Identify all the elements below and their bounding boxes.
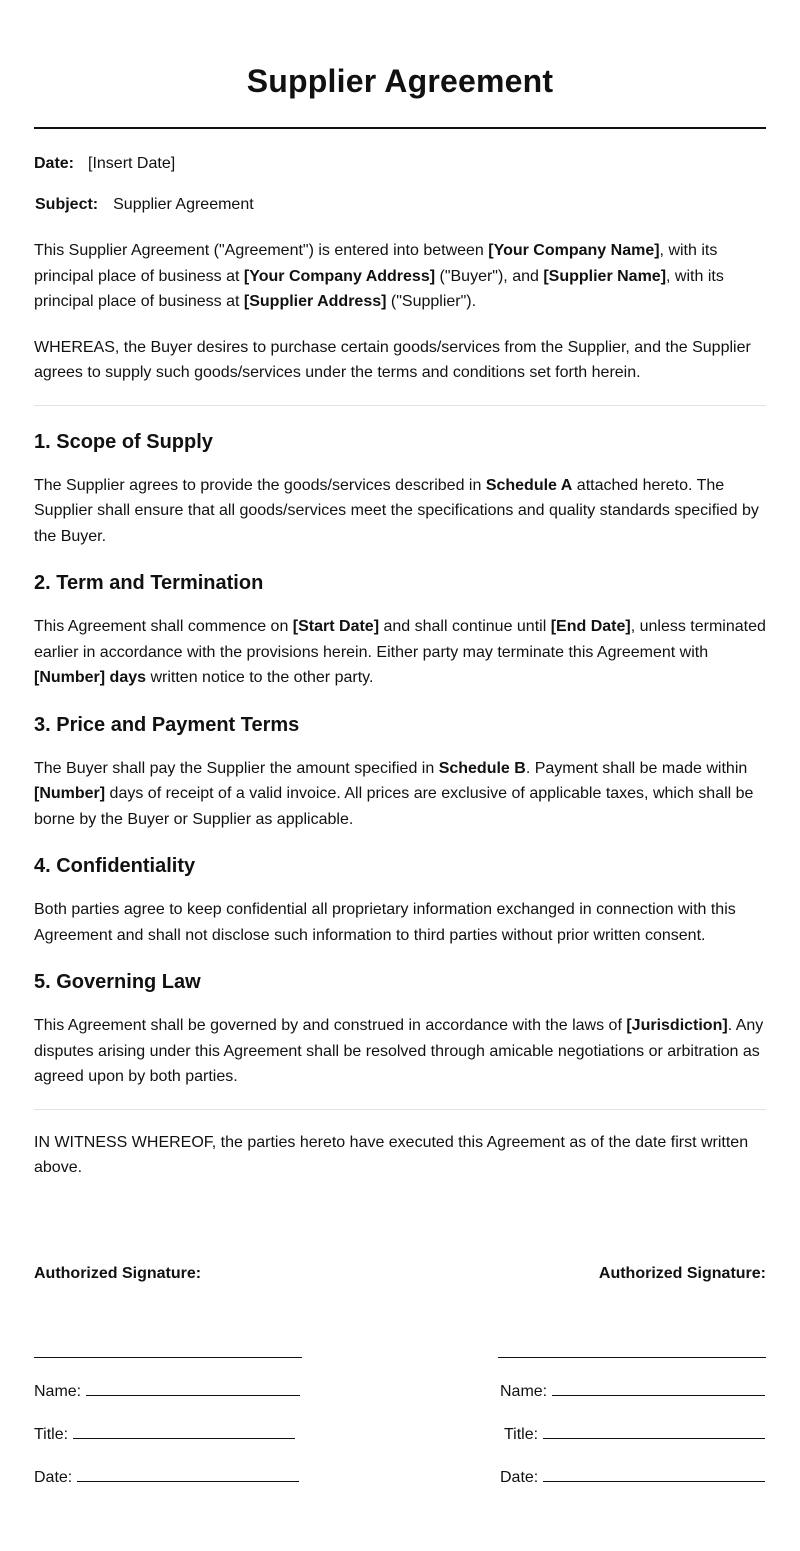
subject-label: Subject: xyxy=(35,196,99,213)
start-date-placeholder: [Start Date] xyxy=(292,618,380,635)
signature-heading: Authorized Signature: xyxy=(598,1264,766,1282)
title-blank[interactable] xyxy=(543,1424,765,1439)
section-body-governing-law xyxy=(34,1013,766,1090)
title-field xyxy=(498,1424,766,1445)
supplier-address-placeholder: [Supplier Address] xyxy=(243,293,387,310)
name-label: Name: xyxy=(500,1382,548,1400)
signature-block xyxy=(34,1264,766,1504)
section-text: The Supplier agrees to provide the goods/services described in xyxy=(34,476,486,494)
date-value: [Insert Date] xyxy=(88,155,176,172)
signature-column-left xyxy=(34,1264,302,1488)
section-text: This Agreement shall be governed by and construed in accordance with the laws of xyxy=(34,1017,627,1034)
signature-line[interactable] xyxy=(498,1357,766,1358)
section-heading-scope: 1. Scope of Supply xyxy=(34,430,213,453)
name-blank[interactable] xyxy=(86,1381,300,1396)
title-field xyxy=(34,1424,302,1445)
section-divider xyxy=(34,1109,766,1110)
buyer-address-placeholder: [Your Company Address] xyxy=(243,267,436,285)
payment-days-placeholder: [Number] xyxy=(34,785,106,802)
title-divider xyxy=(34,127,766,129)
section-text: . Any disputes arising under this Agreement shall be resolved through amicable negotiations or arbitration as agreed upon by both parties. xyxy=(34,1017,764,1085)
end-date-placeholder: [End Date] xyxy=(550,618,631,635)
intro-text: This Supplier Agreement ("Agreement") is entered into between xyxy=(34,242,489,259)
date-label: Date: xyxy=(34,155,75,172)
date-field xyxy=(34,1467,302,1488)
section-text: The Buyer shall pay the Supplier the amount specified in xyxy=(34,759,439,777)
intro-text: , with its principal place of business at xyxy=(34,242,718,285)
section-body-scope xyxy=(34,473,766,550)
intro-text: ("Supplier"). xyxy=(386,293,477,310)
intro-text: ("Buyer"), and xyxy=(435,267,544,285)
supplier-name-placeholder: [Supplier Name] xyxy=(543,267,667,285)
date-label: Date: xyxy=(500,1468,539,1486)
jurisdiction-placeholder: [Jurisdiction] xyxy=(626,1017,728,1034)
date-blank[interactable] xyxy=(77,1467,299,1482)
intro-text: , with its principal place of business at xyxy=(34,267,724,310)
date-field xyxy=(498,1467,766,1488)
whereas-paragraph: WHEREAS, the Buyer desires to purchase certain goods/services from the Supplier, and the Supplier agrees to supply such goods/services under the terms and conditions set forth herein. xyxy=(34,338,751,381)
section-body-confidentiality: Both parties agree to keep confidential all proprietary information exchanged in connection with this Agreement and shall not disclose such information to third parties without prior written consent. xyxy=(34,901,736,944)
section-divider xyxy=(34,405,766,406)
section-body-term xyxy=(34,614,766,691)
signature-heading: Authorized Signature: xyxy=(34,1264,202,1282)
document-title: Supplier Agreement xyxy=(246,63,554,99)
buyer-name-placeholder: [Your Company Name] xyxy=(488,242,660,259)
section-text: This Agreement shall commence on xyxy=(34,618,293,635)
section-heading-term: 2. Term and Termination xyxy=(34,572,264,594)
section-text: , unless terminated earlier in accordance with the provisions herein. Either party may terminate this Agreement with xyxy=(34,618,766,661)
subject-row xyxy=(34,195,766,215)
schedule-a-reference: Schedule A xyxy=(485,476,573,494)
section-text: and shall continue until xyxy=(379,618,551,635)
name-blank[interactable] xyxy=(552,1381,765,1396)
section-heading-governing-law: 5. Governing Law xyxy=(34,971,201,993)
date-label: Date: xyxy=(34,1468,73,1486)
signature-line[interactable] xyxy=(34,1357,302,1358)
section-text: . Payment shall be made within xyxy=(525,759,748,777)
notice-days-placeholder: [Number] days xyxy=(34,669,147,686)
section-heading-price: 3. Price and Payment Terms xyxy=(34,713,300,736)
title-blank[interactable] xyxy=(73,1424,295,1439)
date-blank[interactable] xyxy=(543,1467,765,1482)
section-heading-confidentiality: 4. Confidentiality xyxy=(34,855,196,877)
section-text: days of receipt of a valid invoice. All prices are exclusive of applicable taxes, which shall be borne by the Buyer or Supplier as applicable. xyxy=(34,785,754,828)
signature-column-right xyxy=(498,1264,766,1488)
name-field xyxy=(34,1381,302,1402)
section-text: written notice to the other party. xyxy=(146,669,374,686)
name-field xyxy=(498,1381,766,1402)
schedule-b-reference: Schedule B xyxy=(438,759,526,777)
section-text: attached hereto. The Supplier shall ensure that all goods/services meet the specifications and quality standards specified by the Buyer. xyxy=(34,476,759,545)
title-label: Title: xyxy=(34,1425,69,1443)
witness-paragraph: IN WITNESS WHEREOF, the parties hereto have executed this Agreement as of the date first written above. xyxy=(34,1133,749,1176)
section-body-price xyxy=(34,756,766,833)
title-label: Title: xyxy=(504,1425,539,1443)
intro-paragraph xyxy=(34,238,766,315)
date-row xyxy=(34,154,766,174)
name-label: Name: xyxy=(34,1382,82,1400)
subject-value: Supplier Agreement xyxy=(113,196,254,213)
